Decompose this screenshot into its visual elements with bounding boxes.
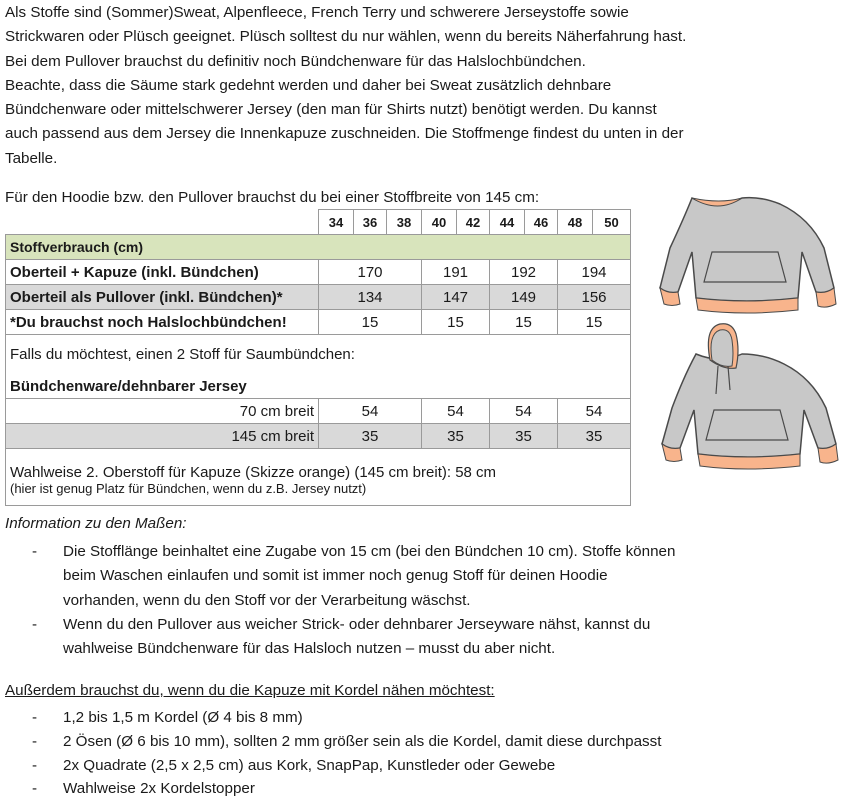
- value-cell: 15: [319, 310, 422, 335]
- size-header-row: [6, 210, 631, 235]
- value-cell: 147: [422, 285, 490, 310]
- extra-item: [5, 706, 845, 730]
- fabric-table: [5, 209, 631, 506]
- pullover-sketch: [640, 190, 845, 330]
- bullet-dash: -: [32, 757, 38, 774]
- header-empty-cell: [6, 210, 319, 235]
- intro-line: Strickwaren oder Plüsch geeignet. Plüsch solltest du nur wählen, wenn du bereits Näherfahrung hast.: [5, 28, 687, 46]
- hoodie-sketch: [640, 320, 845, 480]
- extra-item-text: 2x Quadrate (2,5 x 2,5 cm) aus Kork, SnapPap, Kunstleder oder Gewebe: [63, 757, 556, 774]
- bullet-dash: -: [32, 616, 38, 633]
- value-cell: 54: [319, 399, 422, 424]
- cuff-note-row: [6, 335, 631, 375]
- pullover-body: [660, 198, 834, 301]
- info-item-text: [63, 540, 843, 613]
- value-cell: 15: [422, 310, 490, 335]
- value-cell: 149: [490, 285, 558, 310]
- extra-item: [5, 754, 845, 778]
- size-cell: 44: [490, 210, 525, 235]
- bullet-dash: -: [32, 780, 38, 797]
- intro-line: Tabelle.: [5, 149, 58, 167]
- group-label: Stoffverbrauch (cm): [6, 235, 631, 260]
- info-item: [5, 613, 845, 663]
- info-item: [5, 540, 845, 614]
- table-row: [6, 310, 631, 335]
- table-row: [6, 424, 631, 449]
- intro-line: Bündchenware oder mittelschwerer Jersey (den man für Shirts nutzt) benötigt werden. Du kannst: [5, 101, 657, 119]
- hood-note: Wahlweise 2. Oberstoff für Kapuze (Skizze orange) (145 cm breit): 58 cm: [6, 449, 631, 482]
- value-cell: 35: [422, 424, 490, 449]
- table-row: [6, 399, 631, 424]
- group-header-row: [6, 235, 631, 260]
- row-label: *Du brauchst noch Halslochbündchen!: [6, 310, 319, 335]
- value-cell: 134: [319, 285, 422, 310]
- bullet-dash: -: [32, 543, 38, 560]
- value-cell: 54: [558, 399, 631, 424]
- value-cell: 156: [558, 285, 631, 310]
- size-cell: 50: [593, 210, 631, 235]
- extra-item-text: 1,2 bis 1,5 m Kordel (Ø 4 bis 8 mm): [63, 709, 303, 726]
- value-cell: 54: [490, 399, 558, 424]
- row-label: 70 cm breit: [6, 399, 319, 424]
- size-cell: 36: [354, 210, 387, 235]
- intro-paragraph: [5, 1, 845, 171]
- size-cell: 48: [558, 210, 593, 235]
- info-line: beim Waschen einlaufen und somit ist immer noch genug Stoff für deinen Hoodie: [63, 567, 608, 585]
- value-cell: 15: [558, 310, 631, 335]
- extra-item: [5, 730, 845, 754]
- intro-line: Bei dem Pullover brauchst du definitiv noch Bündchenware für das Halslochbündchen.: [5, 52, 586, 70]
- hood: [711, 330, 733, 367]
- value-cell: 15: [490, 310, 558, 335]
- value-cell: 191: [422, 260, 490, 285]
- hood-note-row: [6, 449, 631, 482]
- extra-item-text: 2 Ösen (Ø 6 bis 10 mm), sollten 2 mm größer sein als die Kordel, damit diese durchpasst: [63, 733, 662, 750]
- value-cell: 35: [490, 424, 558, 449]
- info-title: Information zu den Maßen:: [5, 515, 187, 532]
- cuff-group-row: [6, 374, 631, 399]
- bullet-dash: -: [32, 733, 38, 750]
- size-cell: 46: [525, 210, 558, 235]
- table-row: [6, 285, 631, 310]
- hood-subnote: (hier ist genug Platz für Bündchen, wenn du z.B. Jersey nutzt): [6, 481, 631, 506]
- info-line: Wenn du den Pullover aus weicher Strick- oder dehnbarer Jerseyware nähst, kannst du: [63, 616, 651, 633]
- extra-item: [5, 777, 845, 800]
- size-cell: 34: [319, 210, 354, 235]
- info-item-text: [63, 613, 843, 662]
- hoodie-body: [662, 354, 836, 457]
- extra-item-text: Wahlweise 2x Kordelstopper: [63, 780, 255, 797]
- value-cell: 54: [422, 399, 490, 424]
- row-label: Oberteil + Kapuze (inkl. Bündchen): [6, 260, 319, 285]
- intro-line: Beachte, dass die Säume stark gedehnt werden und daher bei Sweat zusätzlich dehnbare: [5, 76, 612, 94]
- value-cell: 192: [490, 260, 558, 285]
- extra-title: Außerdem brauchst du, wenn du die Kapuze mit Kordel nähen möchtest:: [5, 682, 495, 699]
- value-cell: 35: [558, 424, 631, 449]
- size-cell: 42: [457, 210, 490, 235]
- value-cell: 170: [319, 260, 422, 285]
- hood-sub-row: [6, 481, 631, 506]
- value-cell: 194: [558, 260, 631, 285]
- size-cell: 38: [387, 210, 422, 235]
- size-cell: 40: [422, 210, 457, 235]
- cuff-note: Falls du möchtest, einen 2 Stoff für Saumbündchen:: [6, 335, 631, 375]
- table-intro: Für den Hoodie bzw. den Pullover brauchst du bei einer Stoffbreite von 145 cm:: [5, 189, 540, 206]
- info-line: vorhanden, wenn du den Stoff vor der Verarbeitung wäschst.: [63, 591, 471, 609]
- bullet-dash: -: [32, 709, 38, 726]
- row-label: Oberteil als Pullover (inkl. Bündchen)*: [6, 285, 319, 310]
- info-line: wahlweise Bündchenware für das Halsloch nutzen – musst du aber nicht.: [63, 640, 556, 658]
- row-label: 145 cm breit: [6, 424, 319, 449]
- intro-line: auch passend aus dem Jersey die Innenkapuze zuschneiden. Die Stoffmenge findest du unten in der: [5, 125, 684, 143]
- intro-line: Als Stoffe sind (Sommer)Sweat, Alpenfleece, French Terry und schwerere Jerseystoffe sowie: [5, 4, 629, 21]
- cuff-group-label: Bündchenware/dehnbarer Jersey: [6, 374, 631, 399]
- info-line: Die Stofflänge beinhaltet eine Zugabe von 15 cm (bei den Bündchen 10 cm). Stoffe können: [63, 543, 676, 560]
- table-row: [6, 260, 631, 285]
- value-cell: 35: [319, 424, 422, 449]
